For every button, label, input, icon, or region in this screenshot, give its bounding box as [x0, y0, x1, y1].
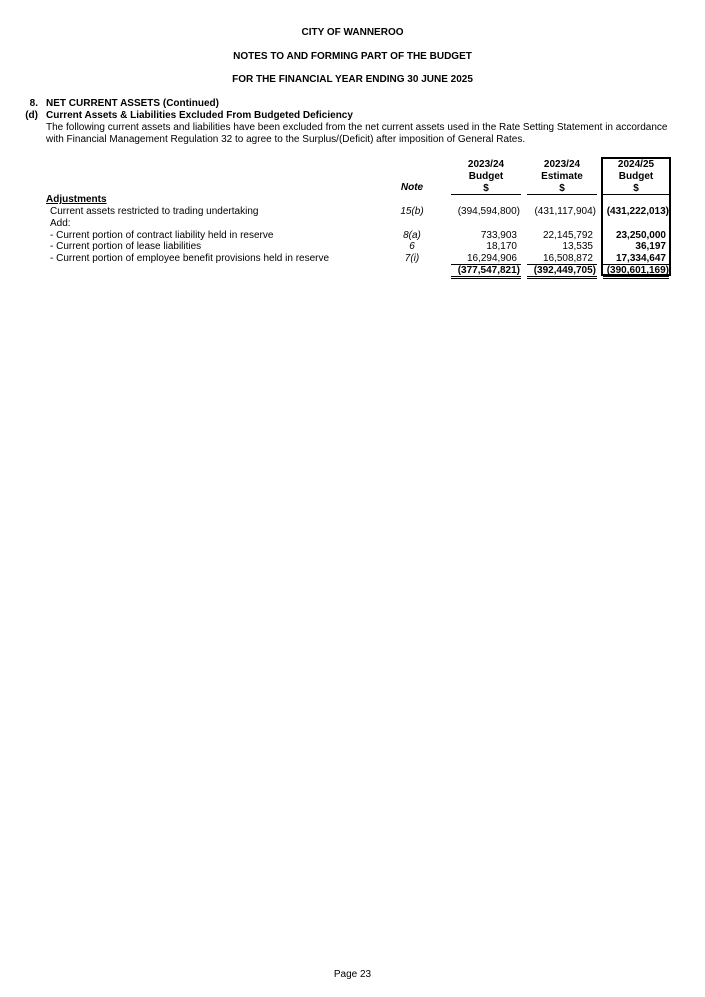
row-value-col3: 23,250,000 [615, 230, 666, 241]
row-label-employee-benefits: - Current portion of employee benefit provisions held in reserve [50, 253, 330, 264]
col2-header-rule [527, 194, 597, 195]
total-col3: (390,601,169) [606, 265, 669, 276]
document-title: NOTES TO AND FORMING PART OF THE BUDGET [233, 51, 472, 62]
row-value-col3: (431,222,013) [606, 206, 669, 217]
row-value-col1: 16,294,906 [466, 253, 517, 264]
row-value-col1: 733,903 [480, 230, 517, 241]
row-note: 15(b) [400, 206, 424, 217]
col3-type: Budget [618, 171, 654, 182]
page-number: Page 23 [333, 969, 372, 980]
row-label-lease-liabilities: - Current portion of lease liabilities [50, 241, 202, 252]
row-value-col2: 13,535 [562, 241, 593, 252]
row-value-col3: 36,197 [635, 241, 666, 252]
subsection-title: Current Assets & Liabilities Excluded From Budgeted Deficiency [46, 110, 353, 121]
col3-unit: $ [633, 183, 639, 194]
col3-total-rule-2 [603, 278, 669, 279]
row-value-col3: 17,334,647 [615, 253, 666, 264]
col2-year: 2023/24 [543, 159, 581, 170]
subsection-letter: (d) [25, 110, 38, 121]
intro-paragraph: The following current assets and liabilities have been excluded from the net current assets used in the Rate Setting Statement in accordance with Financial Management Regulation 32 to agree to the Surplus/(Deficit) after imposition of General Rates. [46, 122, 668, 145]
row-value-col2: (431,117,904) [534, 206, 596, 217]
col2-type: Estimate [541, 171, 583, 182]
col3-header-rule [603, 194, 669, 195]
row-value-col1: (394,594,800) [457, 206, 520, 217]
col2-total-rule-1 [527, 276, 597, 277]
col1-total-rule-2 [451, 278, 521, 279]
row-label-trading-undertaking: Current assets restricted to trading undertaking [50, 206, 259, 217]
section-number: 8. [29, 98, 38, 109]
row-value-col1: 18,170 [486, 241, 517, 252]
row-note: 8(a) [403, 230, 421, 241]
total-col1: (377,547,821) [457, 265, 520, 276]
row-note: 6 [409, 241, 415, 252]
col2-total-rule-2 [527, 278, 597, 279]
col3-year: 2024/25 [617, 159, 655, 170]
col1-unit: $ [483, 183, 489, 194]
adjustments-label: Adjustments [46, 194, 107, 205]
add-label: Add: [50, 218, 71, 229]
row-note: 7(i) [404, 253, 420, 264]
note-header: Note [400, 182, 424, 193]
section-title: NET CURRENT ASSETS (Continued) [46, 98, 219, 109]
period-title: FOR THE FINANCIAL YEAR ENDING 30 JUNE 2025 [232, 74, 473, 85]
col1-total-rule-1 [451, 276, 521, 277]
col2-unit: $ [559, 183, 565, 194]
col1-header-rule [451, 194, 521, 195]
col3-total-rule-1 [603, 276, 669, 277]
row-label-contract-liability: - Current portion of contract liability held in reserve [50, 230, 274, 241]
col1-year: 2023/24 [467, 159, 505, 170]
total-col2: (392,449,705) [533, 265, 596, 276]
org-name: CITY OF WANNEROO [301, 27, 404, 38]
col1-type: Budget [468, 171, 504, 182]
row-value-col2: 22,145,792 [542, 230, 593, 241]
row-value-col2: 16,508,872 [542, 253, 593, 264]
